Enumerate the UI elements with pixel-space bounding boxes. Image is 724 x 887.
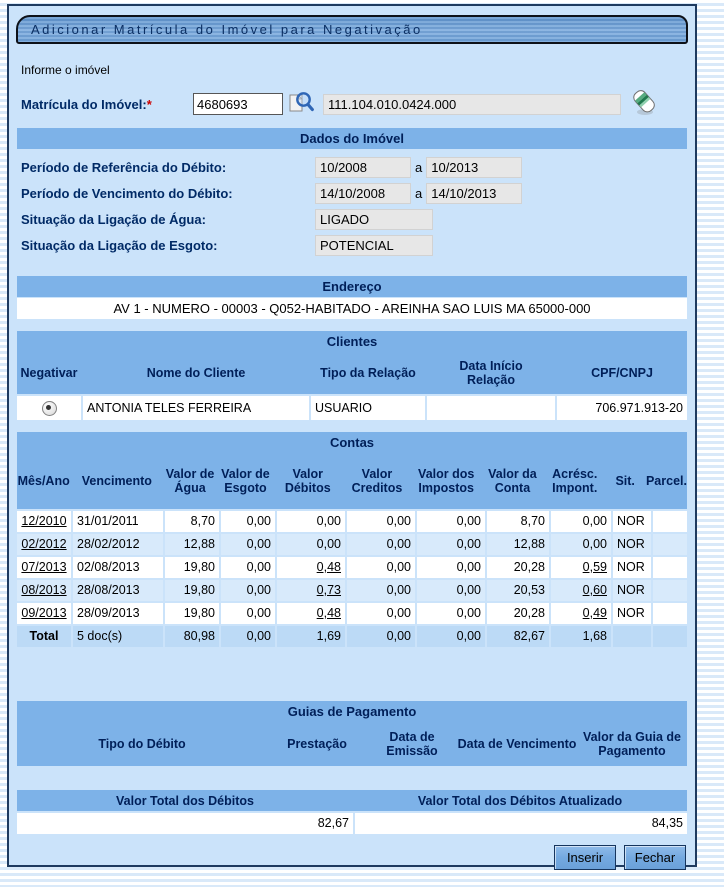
section-endereco <box>17 276 687 319</box>
page-title: Adicionar Matrícula do Imóvel para Negativação <box>31 22 423 37</box>
col-data-vencimento: Data de Vencimento <box>457 737 577 751</box>
matricula-input[interactable] <box>193 93 283 115</box>
valor-creditos-cell: 0,00 <box>347 511 415 532</box>
valor-esgoto-cell: 0,00 <box>221 511 275 532</box>
col-valor-impostos: Valor dos Impostos <box>418 467 475 495</box>
valor-debitos-cell <box>277 557 345 578</box>
col-acresc-impont: Acrésc. Impont. <box>552 467 598 495</box>
mes-ano-link <box>17 511 71 532</box>
col-mes-ano: Mês/Ano <box>17 474 70 488</box>
acresc-impont-cell <box>551 557 611 578</box>
valor-debitos-link[interactable]: 0,48 <box>316 560 341 574</box>
acresc-impont-cell <box>551 580 611 601</box>
mes-ano-link[interactable]: 08/2013 <box>21 583 67 597</box>
periodo-separator: a <box>415 185 423 201</box>
total-sit-empty <box>613 626 651 647</box>
dados-imovel-header: Dados do Imóvel <box>17 128 687 149</box>
data-inicio-cell <box>427 396 555 420</box>
clientes-column-headers <box>17 352 687 394</box>
vencimento-cell: 02/08/2013 <box>73 557 163 578</box>
matricula-row <box>21 90 689 118</box>
endereco-value: AV 1 - NUMERO - 00003 - Q052-HABITADO - AREINHA SAO LUIS MA 65000-000 <box>17 298 687 319</box>
contas-header: Contas <box>17 432 687 453</box>
parcel-cell <box>653 603 687 624</box>
acresc-impont-link[interactable]: 0,60 <box>582 583 607 597</box>
window-titlebar <box>16 15 688 44</box>
col-valor-guia: Valor da Guia de Pagamento <box>583 730 681 758</box>
total-label: Total <box>17 626 71 647</box>
acresc-impont-cell: 0,00 <box>551 534 611 555</box>
fechar-button[interactable]: Fechar <box>624 845 686 870</box>
total-agua: 80,98 <box>165 626 219 647</box>
periodo-referencia-label: Período de Referência do Débito: <box>21 159 227 175</box>
total-docs: 5 doc(s) <box>73 626 163 647</box>
eraser-icon <box>629 87 659 122</box>
periodo-referencia-from: 10/2008 <box>315 157 411 178</box>
nome-cliente-cell: ANTONIA TELES FERREIRA <box>83 396 309 420</box>
mes-ano-link[interactable]: 09/2013 <box>21 606 67 620</box>
periodo-separator: a <box>415 159 423 175</box>
conta-row <box>17 557 687 578</box>
conta-row <box>17 580 687 601</box>
clear-button[interactable] <box>629 87 659 122</box>
mes-ano-link[interactable]: 02/2012 <box>21 537 67 551</box>
section-clientes <box>17 331 687 420</box>
tipo-relacao-cell: USUARIO <box>311 396 425 420</box>
vencimento-cell: 28/09/2013 <box>73 603 163 624</box>
valor-impostos-cell: 0,00 <box>417 557 485 578</box>
valor-debitos-link[interactable]: 0,48 <box>316 606 341 620</box>
parcel-cell <box>653 511 687 532</box>
totais-values-row <box>17 813 687 834</box>
valor-agua-cell: 8,70 <box>165 511 219 532</box>
valor-debitos-link[interactable]: 0,73 <box>316 583 341 597</box>
col-valor-agua: Valor de Água <box>165 467 215 495</box>
situacao-esgoto-row <box>21 232 687 258</box>
clientes-header: Clientes <box>17 331 687 352</box>
col-vencimento: Vencimento <box>81 474 152 488</box>
valor-debitos-cell <box>277 580 345 601</box>
valor-agua-cell: 19,80 <box>165 557 219 578</box>
valor-esgoto-cell: 0,00 <box>221 580 275 601</box>
periodo-vencimento-to: 14/10/2013 <box>426 183 522 204</box>
magnifier-document-icon <box>288 89 314 119</box>
valor-agua-cell: 12,88 <box>165 534 219 555</box>
total-acresc: 1,68 <box>551 626 611 647</box>
col-negativar: Negativar <box>20 366 78 380</box>
sit-cell: NOR <box>613 511 651 532</box>
total-debitos: 1,69 <box>277 626 345 647</box>
contas-column-headers <box>17 453 687 509</box>
valor-creditos-cell: 0,00 <box>347 580 415 601</box>
valor-conta-cell: 20,53 <box>487 580 549 601</box>
parcel-cell <box>653 557 687 578</box>
section-contas <box>17 432 687 647</box>
acresc-impont-link[interactable]: 0,59 <box>582 560 607 574</box>
valor-impostos-cell: 0,00 <box>417 511 485 532</box>
valor-agua-cell: 19,80 <box>165 603 219 624</box>
col-valor-esgoto: Valor de Esgoto <box>221 467 270 495</box>
vencimento-cell: 31/01/2011 <box>73 511 163 532</box>
sit-cell: NOR <box>613 580 651 601</box>
periodo-referencia-row <box>21 154 687 180</box>
col-data-emissao: Data de Emissão <box>386 730 438 758</box>
valor-creditos-cell: 0,00 <box>347 534 415 555</box>
situacao-agua-value: LIGADO <box>315 209 433 230</box>
valor-conta-cell: 20,28 <box>487 557 549 578</box>
situacao-agua-label: Situação da Ligação de Água: <box>21 211 206 227</box>
col-tipo-debito: Tipo do Débito <box>98 737 186 751</box>
periodo-vencimento-from: 14/10/2008 <box>315 183 411 204</box>
valor-debitos-cell <box>277 603 345 624</box>
section-totais <box>17 790 687 834</box>
action-buttons <box>15 845 686 870</box>
valor-impostos-cell: 0,00 <box>417 580 485 601</box>
valor-total-debitos-value: 82,67 <box>17 813 353 834</box>
valor-impostos-cell: 0,00 <box>417 534 485 555</box>
valor-conta-cell: 20,28 <box>487 603 549 624</box>
situacao-esgoto-value: POTENCIAL <box>315 235 433 256</box>
vencimento-cell: 28/02/2012 <box>73 534 163 555</box>
contas-total-row <box>17 626 687 647</box>
col-nome-cliente: Nome do Cliente <box>146 366 246 380</box>
required-asterisk: * <box>146 96 152 112</box>
dados-imovel-body <box>17 149 687 264</box>
matricula-label: Matrícula do Imóvel:* <box>21 96 152 112</box>
valor-impostos-cell: 0,00 <box>417 603 485 624</box>
col-cpf-cnpj: CPF/CNPJ <box>591 366 653 380</box>
situacao-agua-row <box>21 206 687 232</box>
valor-creditos-cell: 0,00 <box>347 557 415 578</box>
total-impostos: 0,00 <box>417 626 485 647</box>
total-parcel-empty <box>653 626 687 647</box>
acresc-impont-link[interactable]: 0,49 <box>582 606 607 620</box>
conta-row <box>17 534 687 555</box>
acresc-impont-cell: 0,00 <box>551 511 611 532</box>
conta-row <box>17 603 687 624</box>
valor-esgoto-cell: 0,00 <box>221 557 275 578</box>
valor-total-debitos-label: Valor Total dos Débitos <box>116 793 254 808</box>
vencimento-cell: 28/08/2013 <box>73 580 163 601</box>
inserir-button[interactable]: Inserir <box>554 845 616 870</box>
sit-cell: NOR <box>613 603 651 624</box>
valor-agua-cell: 19,80 <box>165 580 219 601</box>
valor-debitos-cell: 0,00 <box>277 511 345 532</box>
total-esgoto: 0,00 <box>221 626 275 647</box>
mes-ano-link[interactable]: 12/2010 <box>21 514 67 528</box>
col-valor-creditos: Valor Creditos <box>351 467 403 495</box>
guias-column-headers <box>17 722 687 766</box>
valor-conta-cell: 12,88 <box>487 534 549 555</box>
search-property-button[interactable] <box>288 89 314 119</box>
col-sit: Sit. <box>615 474 635 488</box>
parcel-cell <box>653 580 687 601</box>
negativar-cell <box>17 396 81 420</box>
col-valor-conta: Valor da Conta <box>488 467 537 495</box>
periodo-vencimento-row <box>21 180 687 206</box>
col-prestacao: Prestação <box>287 737 347 751</box>
col-valor-debitos: Valor Débitos <box>284 467 331 495</box>
valor-creditos-cell: 0,00 <box>347 603 415 624</box>
situacao-esgoto-label: Situação da Ligação de Esgoto: <box>21 237 218 253</box>
valor-esgoto-cell: 0,00 <box>221 603 275 624</box>
periodo-referencia-to: 10/2013 <box>426 157 522 178</box>
form-prompt: Informe o imóvel <box>21 63 110 77</box>
sit-cell: NOR <box>613 534 651 555</box>
section-guias-pagamento <box>17 701 687 766</box>
total-conta: 82,67 <box>487 626 549 647</box>
col-parcel: Parcel. <box>645 474 687 488</box>
valor-esgoto-cell: 0,00 <box>221 534 275 555</box>
valor-debitos-cell: 0,00 <box>277 534 345 555</box>
totais-headers <box>17 790 687 811</box>
section-dados-imovel <box>17 128 687 264</box>
valor-conta-cell: 8,70 <box>487 511 549 532</box>
endereco-header: Endereço <box>17 276 687 297</box>
periodo-vencimento-label: Período de Vencimento do Débito: <box>21 185 233 201</box>
negativar-radio[interactable] <box>42 401 57 416</box>
valor-total-atualizado-label: Valor Total dos Débitos Atualizado <box>417 793 623 808</box>
sit-cell: NOR <box>613 557 651 578</box>
mes-ano-link[interactable]: 07/2013 <box>21 560 67 574</box>
conta-row <box>17 511 687 532</box>
total-creditos: 0,00 <box>347 626 415 647</box>
cliente-row <box>17 396 687 420</box>
valor-total-atualizado-value: 84,35 <box>355 813 687 834</box>
acresc-impont-cell <box>551 603 611 624</box>
dialog-frame <box>7 4 697 867</box>
guias-header: Guias de Pagamento <box>17 701 687 722</box>
inscricao-field: 111.104.010.0424.000 <box>323 94 621 115</box>
parcel-cell <box>653 534 687 555</box>
col-data-inicio-relacao: Data Início Relação <box>459 359 523 387</box>
col-tipo-relacao: Tipo da Relação <box>320 366 416 380</box>
cpf-cnpj-cell: 706.971.913-20 <box>557 396 687 420</box>
